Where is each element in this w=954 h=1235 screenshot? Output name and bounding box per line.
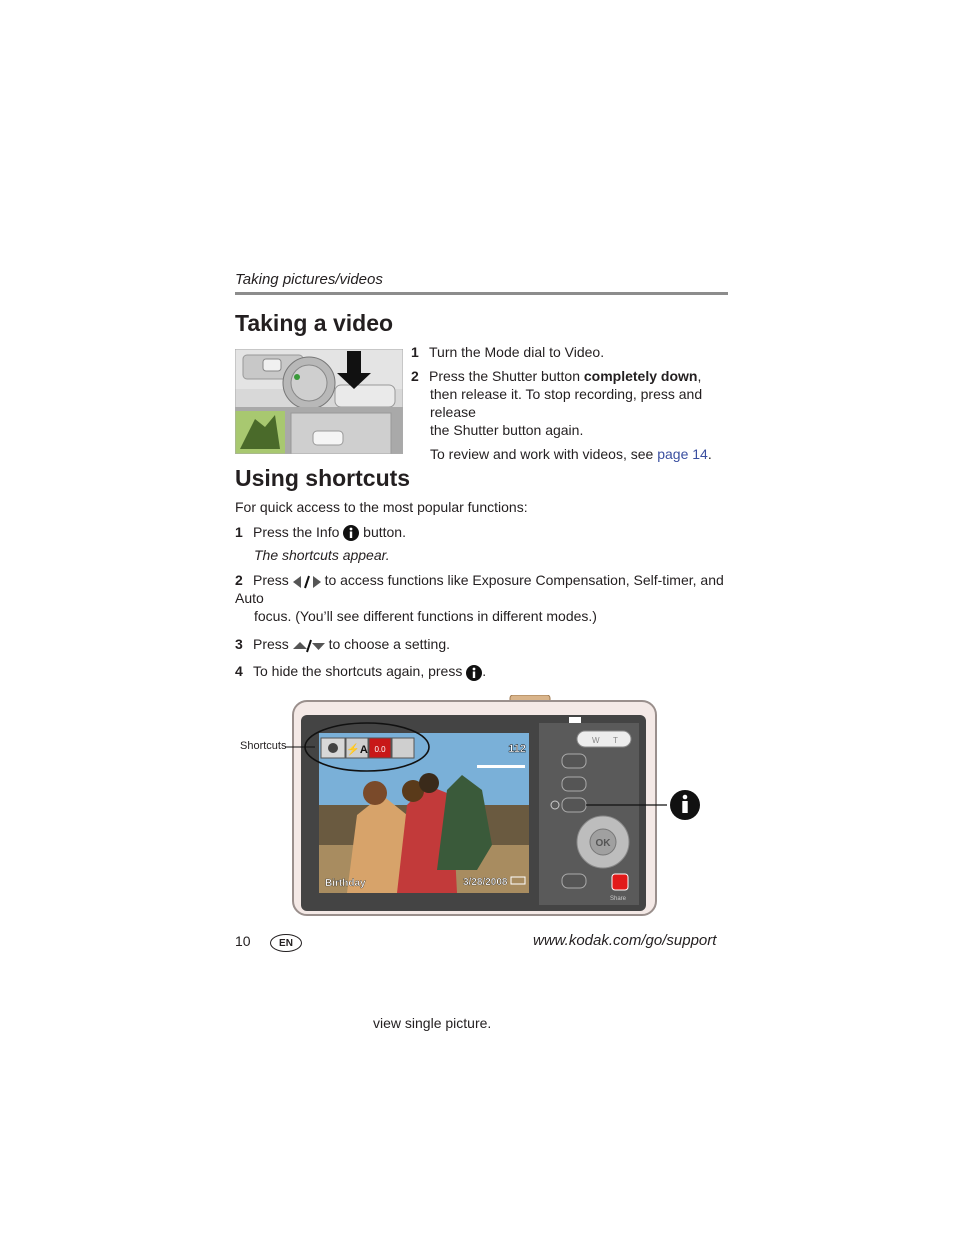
video-step-1 bbox=[411, 343, 731, 361]
step-text: Turn the Mode dial to Video. bbox=[429, 344, 605, 360]
step-text: . bbox=[482, 663, 487, 680]
zoom-w-label: W bbox=[592, 736, 600, 745]
share-button bbox=[612, 874, 628, 890]
step-text: Press the Info bbox=[253, 524, 340, 540]
step-text-line2: then release it. To stop recording, press and release bbox=[430, 386, 703, 420]
shortcut-step-4 bbox=[235, 662, 730, 680]
shortcut-step-3 bbox=[235, 635, 730, 653]
shortcut-step-2 bbox=[235, 571, 730, 625]
support-url[interactable]: www.kodak.com/go/support bbox=[533, 932, 717, 949]
shortcut-step-1-note: The shortcuts appear. bbox=[254, 547, 390, 564]
review-text: To review and work with videos, see bbox=[430, 446, 658, 462]
flash-auto-icon: ⚡A bbox=[346, 744, 368, 756]
shortcut-step-1 bbox=[235, 523, 730, 541]
step-text: Press bbox=[253, 572, 289, 589]
page-14-link[interactable]: page 14 bbox=[657, 446, 708, 462]
step-text-line2: focus. (You’ll see different functions in different modes.) bbox=[254, 608, 597, 625]
step-number: 2 bbox=[235, 572, 243, 589]
camera-back-illustration bbox=[287, 695, 712, 920]
date-caption: 3/28/2008 bbox=[463, 877, 508, 888]
shortcuts-body bbox=[235, 498, 730, 681]
step-text: to choose a setting. bbox=[328, 636, 450, 653]
up-down-arrows-icon bbox=[293, 639, 325, 653]
menu-button bbox=[562, 777, 586, 791]
step-number: 2 bbox=[411, 368, 419, 384]
review-text-end: . bbox=[707, 446, 712, 462]
review-button bbox=[562, 874, 586, 888]
ok-label: OK bbox=[595, 838, 611, 849]
step-text: To hide the shortcuts again, press bbox=[253, 663, 463, 680]
zoom-t-label: T bbox=[613, 736, 618, 745]
album-caption: Birthday bbox=[325, 878, 366, 889]
shortcuts-intro: For quick access to the most popular functions: bbox=[235, 499, 528, 515]
step-emphasis: completely down bbox=[583, 368, 698, 384]
shortcuts-callout-label: Shortcuts bbox=[240, 740, 287, 752]
step-text: Press bbox=[253, 636, 289, 653]
stray-text: view single picture. bbox=[373, 1015, 492, 1031]
step-text: Press the Shutter button bbox=[429, 368, 584, 384]
step-text: , bbox=[697, 368, 702, 384]
shortcuts-leader-line bbox=[285, 744, 315, 750]
page-number: 10 bbox=[235, 933, 251, 949]
info-icon bbox=[343, 525, 359, 541]
language-badge: EN bbox=[270, 934, 302, 952]
ev-value: 0.0 bbox=[374, 745, 386, 754]
video-steps bbox=[411, 343, 731, 463]
shots-counter: 112 bbox=[508, 743, 526, 755]
delete-button bbox=[562, 754, 586, 768]
share-label: Share bbox=[610, 896, 627, 902]
info-icon bbox=[466, 665, 482, 681]
section-title-shortcuts: Using shortcuts bbox=[235, 465, 411, 491]
running-header: Taking pictures/videos bbox=[235, 271, 383, 288]
section-title-video: Taking a video bbox=[235, 310, 394, 336]
step-number: 1 bbox=[411, 344, 419, 360]
video-step-2 bbox=[411, 367, 731, 439]
step-number: 4 bbox=[235, 663, 243, 680]
step-text: to access functions like Exposure Compensation, Self-timer, and Auto bbox=[235, 572, 724, 607]
step-number: 1 bbox=[235, 524, 243, 540]
step-text: button. bbox=[363, 524, 406, 540]
step-number: 3 bbox=[235, 636, 243, 653]
review-note bbox=[411, 445, 731, 463]
camera-top-illustration bbox=[235, 349, 403, 454]
camera-mode-icon bbox=[328, 743, 338, 753]
info-button bbox=[562, 798, 586, 812]
left-right-arrows-icon bbox=[293, 575, 321, 589]
header-rule bbox=[235, 292, 728, 295]
step-text-line3: the Shutter button again. bbox=[430, 422, 584, 438]
